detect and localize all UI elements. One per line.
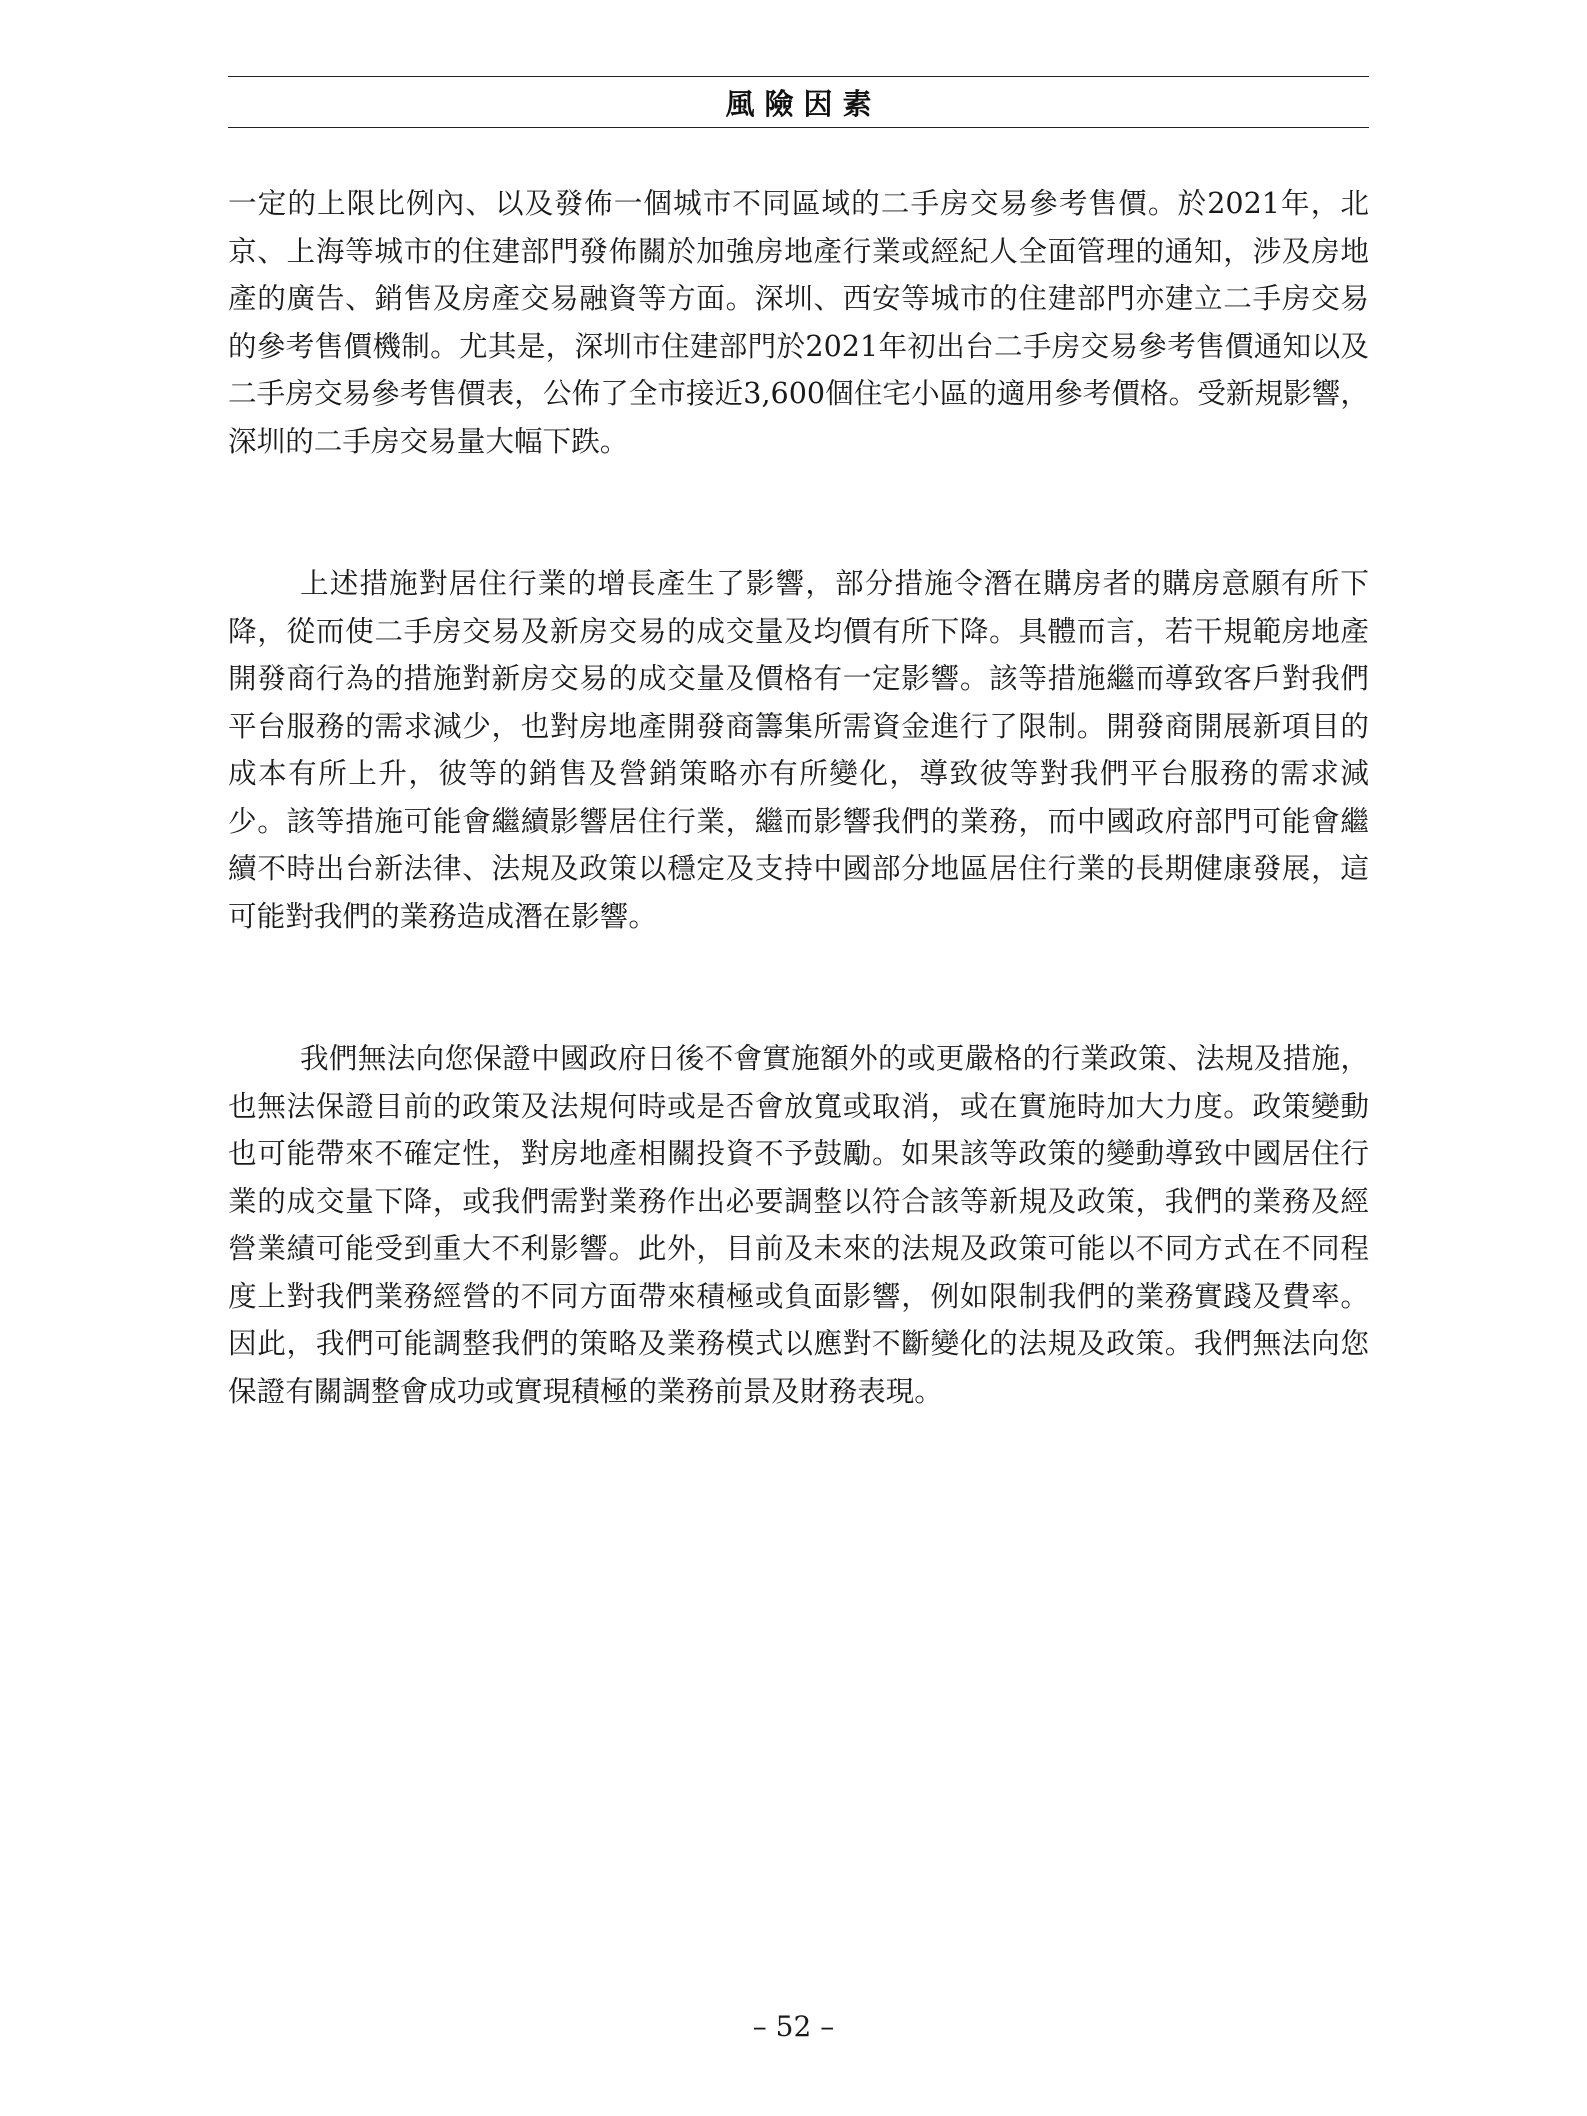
section-title: 風險因素 [725,86,882,121]
section-header [228,76,1369,128]
paragraph-measures-impact: 上述措施對居住行業的增長產生了影響，部分措施令潛在購房者的購房意願有所下降，從而使二手房交易及新房交易的成交量及均價有所下降。具體而言，若干規範房地產開發商行為的措施對新房交易的成交量及價格有一定影響。該等措施繼而導致客戶對我們平台服務的需求減少，也對房地產開發商籌集所需資金進行了限制。開發商開展新項目的成本有所上升，彼等的銷售及營銷策略亦有所變化，導致彼等對我們平台服務的需求減少。該等措施可能會繼續影響居住行業，繼而影響我們的業務，而中國政府部門可能會繼續不時出台新法律、法規及政策以穩定及支持中國部分地區居住行業的長期健康發展，這可能對我們的業務造成潛在影響。 [228,566,1369,933]
document-body [228,180,1369,1510]
paragraph-policy-risk: 我們無法向您保證中國政府日後不會實施額外的或更嚴格的行業政策、法規及措施，也無法保證目前的政策及法規何時或是否會放寬或取消，或在實施時加大力度。政策變動也可能帶來不確定性，對房地產相關投資不予鼓勵。如果該等政策的變動導致中國居住行業的成交量下降，或我們需對業務作出必要調整以符合該等新規及政策，我們的業務及經營業績可能受到重大不利影響。此外，目前及未來的法規及政策可能以不同方式在不同程度上對我們業務經營的不同方面帶來積極或負面影響，例如限制我們的業務實踐及費率。因此，我們可能調整我們的策略及業務模式以應對不斷變化的法規及政策。我們無法向您保證有關調整會成功或實現積極的業務前景及財務表現。 [228,1041,1369,1408]
paragraph-continuation: 一定的上限比例內、以及發佈一個城市不同區域的二手房交易參考售價。於2021年，北京、上海等城市的住建部門發佈關於加強房地產行業或經紀人全面管理的通知，涉及房地產的廣告、銷售及房產交易融資等方面。深圳、西安等城市的住建部門亦建立二手房交易的參考售價機制。尤其是，深圳市住建部門於2021年初出台二手房交易參考售價通知以及二手房交易參考售價表，公佈了全市接近3,600個住宅小區的適用參考價格。受新規影響，深圳的二手房交易量大幅下跌。 [228,186,1369,458]
page-number: – 52 – [752,2010,835,2043]
